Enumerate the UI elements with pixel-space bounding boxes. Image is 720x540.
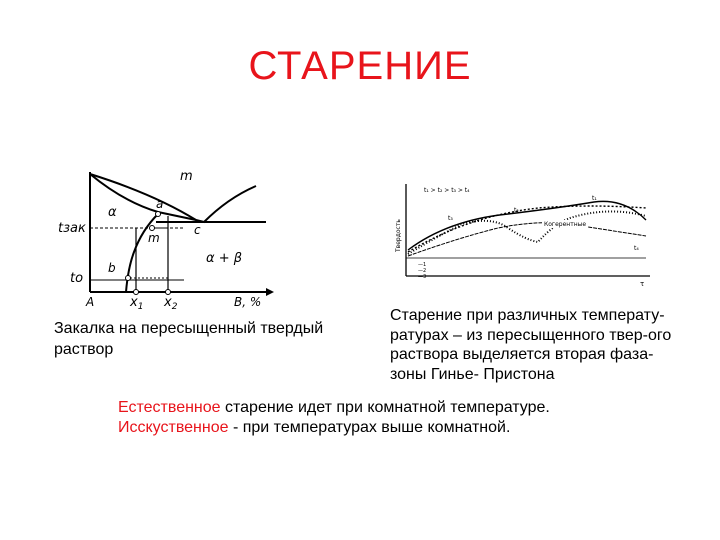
aging-chart [388, 180, 660, 288]
curve-label-t2: t₂ [514, 207, 519, 214]
caption-aging [390, 306, 710, 384]
svg-text:x2 [163, 295, 178, 310]
label-c: c [194, 223, 201, 237]
artificial-aging-text: - при температурах выше комнатной. [228, 419, 511, 436]
label-b: b [108, 261, 116, 275]
aging-ylabel: Твердость [395, 219, 402, 252]
legend-1: —1 [418, 262, 427, 268]
curve-label-t1: t₁ [592, 195, 597, 202]
curve-label-t3: t₃ [448, 215, 453, 222]
artificial-aging-term: Исскуственное [118, 419, 229, 436]
curve-label-t4: t₄ [634, 245, 639, 252]
aging-xlabel: τ [640, 280, 645, 288]
point-m [150, 226, 155, 231]
legend-2: —2 [418, 268, 427, 274]
curve-t4 [408, 223, 646, 256]
caption-aging-line-1: Старение при различных температу- [390, 307, 665, 324]
caption-aging-line-4: зоны Гинье- Пристона [390, 365, 555, 383]
natural-aging-text: старение идет при комнатной температуре. [220, 399, 550, 416]
label-m-top: m [180, 169, 193, 184]
svg-text:x1 [129, 295, 143, 310]
legend-3: —3 [418, 274, 427, 280]
point-a [156, 212, 161, 217]
slide-title: СТАРЕНИЕ [248, 44, 472, 88]
phase-diagram [44, 168, 284, 310]
caption-aging-line-2: ратурах – из пересыщенного твер-ого [390, 326, 672, 344]
label-m-point: m [148, 231, 160, 245]
aging-header: t₁ > t₂ > t₃ > t₄ [424, 187, 470, 194]
curve-t1 [408, 201, 646, 250]
caption-quenching: Закалка на пересыщенный твердый раствор [54, 320, 324, 358]
label-x1: x [130, 295, 138, 310]
label-x2: x [164, 295, 172, 310]
label-alpha-beta: α + β [206, 251, 243, 266]
point-x2 [166, 290, 171, 295]
natural-aging-line [118, 398, 708, 418]
artificial-aging-line [118, 418, 708, 438]
caption-aging-line-3: раствора выделяется вторая фаза- [390, 346, 654, 363]
aging-annotation: Когерентные [544, 221, 587, 228]
label-A: A [86, 295, 95, 309]
label-x2-sub: 2 [171, 302, 178, 310]
natural-aging-term: Естественное [118, 399, 221, 416]
point-b [126, 276, 131, 281]
label-x1-sub: 1 [137, 302, 144, 310]
aging-types [118, 398, 708, 438]
point-x1 [134, 290, 139, 295]
label-a: a [156, 197, 164, 211]
label-alpha: α [108, 205, 117, 220]
label-t-zak: tзак [58, 221, 86, 236]
label-axis: B, % [234, 295, 262, 309]
label-t-o: tо [70, 271, 84, 286]
